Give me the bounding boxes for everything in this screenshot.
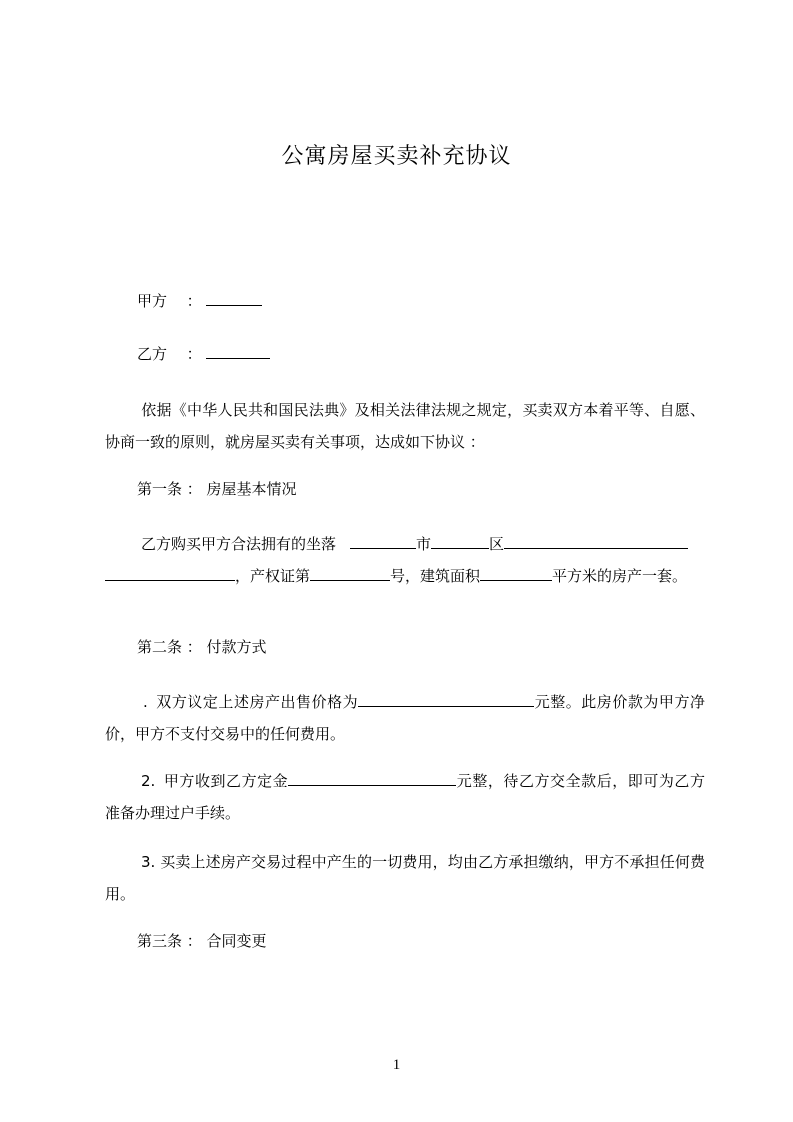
city-blank — [350, 533, 416, 549]
cert-number-blank — [310, 565, 390, 581]
item-3-text: 3. 买卖上述房产交易过程中产生的一切费用，均由乙方承担缴纳，甲方不承担任何费用。 — [105, 853, 705, 903]
party-a-label: 甲方 — [137, 292, 168, 310]
party-b-label: 乙方 — [137, 345, 168, 363]
party-b-line — [137, 343, 737, 365]
article-2-item-1 — [105, 686, 705, 750]
address-blank-2 — [105, 565, 235, 581]
article-1-end: 平方米的房产一套。 — [552, 567, 688, 585]
item-2-text-a: 甲方收到乙方定金 — [163, 772, 289, 790]
item-2-text-b: 元整，待乙方交全款后，即可为乙方准备办理过户手续。 — [105, 772, 705, 822]
party-a-line — [137, 290, 737, 312]
deposit-blank — [288, 770, 456, 786]
district-blank — [431, 533, 489, 549]
preamble-text: 依据《中华人民共和国民法典》及相关法律法规之规定，买卖双方本着平等、自愿、协商一致的原则，就房屋买卖有关事项，达成如下协议 ： — [105, 401, 705, 451]
party-a-blank — [206, 290, 262, 306]
address-blank — [504, 533, 688, 549]
preamble-paragraph — [105, 394, 705, 458]
article-1-city: 市 — [416, 535, 432, 553]
article-1-heading: 第一条 ： 房屋基本情况 — [137, 480, 297, 498]
article-2-heading: 第二条 ： 付款方式 — [137, 638, 267, 656]
article-1-district: 区 — [489, 535, 505, 553]
article-3-heading: 第三条 ： 合同变更 — [137, 932, 267, 950]
document-title: 公寓房屋买卖补充协议 — [281, 144, 512, 169]
article-1-text-1: 乙方购买甲方合法拥有的坐落 — [141, 535, 337, 553]
party-b-colon: ： — [186, 345, 202, 363]
article-2-item-2 — [105, 765, 705, 829]
item-1-number: . — [143, 693, 148, 711]
article-1-body — [105, 528, 705, 592]
article-2-item-3 — [105, 846, 705, 910]
item-1-text-b: 元整。此房价款为甲方净价，甲方不支付交易中的任何费用。 — [105, 693, 705, 743]
price-blank — [358, 691, 534, 707]
area-blank — [480, 565, 552, 581]
item-1-text-a: 双方议定上述房产出售价格为 — [155, 693, 359, 711]
article-1-area: 号，建筑面积 — [390, 567, 481, 585]
party-a-colon: ： — [186, 292, 202, 310]
item-2-number: 2. — [141, 772, 156, 790]
page-number: 1 — [392, 1057, 401, 1073]
article-1-cert: ，产权证第 — [235, 567, 311, 585]
party-b-blank — [206, 343, 270, 359]
